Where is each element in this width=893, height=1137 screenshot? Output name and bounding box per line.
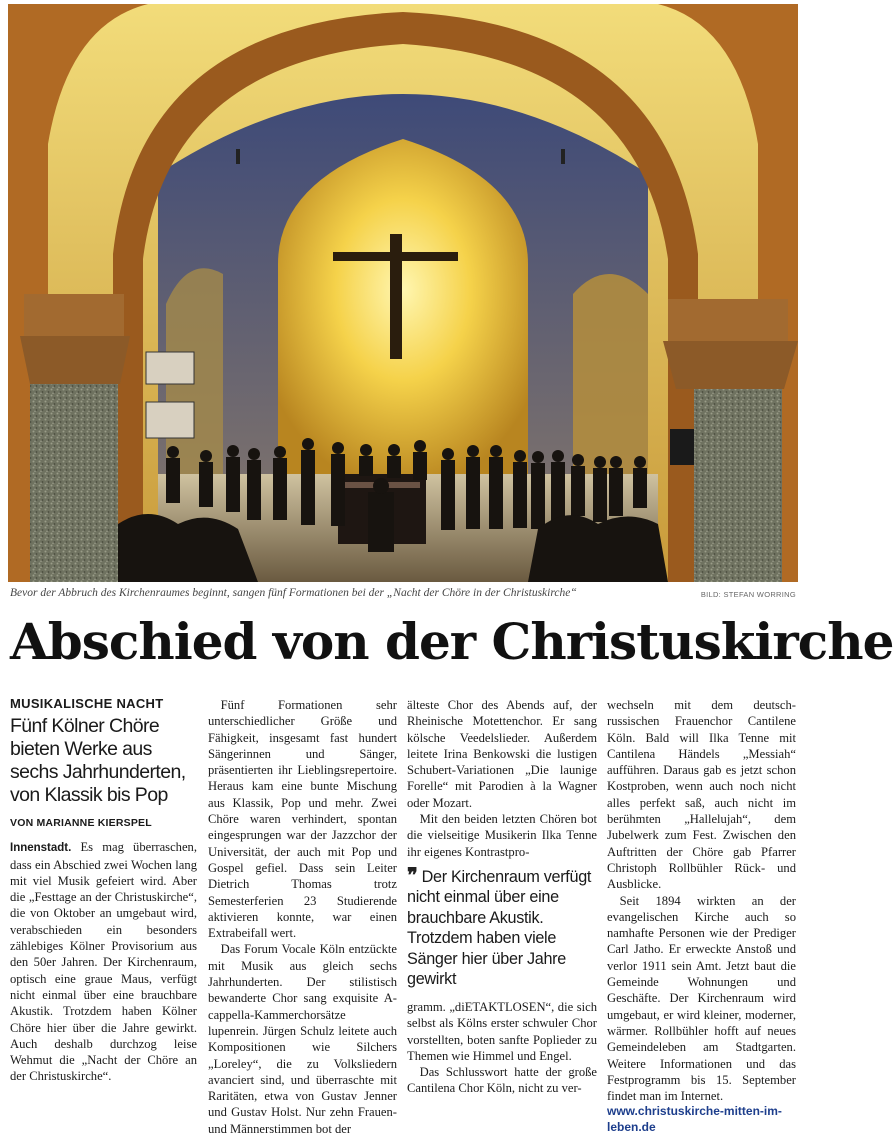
kicker: MUSIKALISCHE NACHT [10, 696, 164, 711]
photo-credit: BILD: STEFAN WORRING [700, 590, 796, 599]
website-link[interactable]: www.christuskirche-mitten-im-leben.de [607, 1104, 782, 1134]
paragraph-text: Es mag überraschen, dass ein Abschied zwei Wochen lang mit viel Musik gefeiert wird. Aber die „Festtage an der Christuskirche“, die von Oktober an umgebaut wird, verabschieden ein besonders zählebiges Kölner Provisorium aus den 50er Jahren. Der Kirchenraum, optisch eine graue Maus, verfügt nicht einmal über eine brauchbare Akustik. Trotzdem haben Kölner Chöre hier über die Jahre gewirkt. Auch deshalb durchzog leise Wehmut die „Nacht der Chöre an der Christuskirche“. [10, 840, 197, 1084]
church-photo [8, 4, 798, 582]
article-paragraph: Seit 1894 wirkten an der evangelischen Kirche auch so namhafte Personen wie der Prediger Carl Jatho. Er erweckte Anstoß und verlor 1911 sein Amt. Jetzt baut die Gemeinde Wohnungen und Geschäfte. Der Kirchenraum wird umgebaut, er wird kleiner, moderner, wärmer. Rollbühler hofft auf neues Gemeindeleben am Stadtgarten. Weitere Informationen und das Festprogramm bis 15. September findet man im Internet. [607, 893, 796, 1104]
column-1 [10, 695, 197, 1085]
quote-mark-icon: ❞ [407, 862, 418, 887]
article-paragraph: Das Schlusswort hatte der große Cantilena Chor Köln, nicht zu ver- [407, 1065, 597, 1096]
article-paragraph: Mit den beiden letzten Chören bot die vielseitige Musikerin Ilka Tenne ihr eigenes Kontrastpro- [407, 812, 597, 859]
column-2 [208, 697, 397, 1137]
article-paragraph: wechseln mit dem deutsch-russischen Frauenchor Cantilene Köln. Bald will Ilka Tenne mit Cantilena Händels „Messiah“ aufführen. Daraus gab es jetzt schon Kostproben, wenn auch noch nicht alles perfekt saß, auch nicht im berühmten „Hallelujah“, dem Jubelwerk zum Fest. Zwischen den Auftritten der Chöre gab Pfarrer Christoph Rollbühler Rück- und Ausblicke. [607, 698, 796, 892]
article-paragraph: gramm. „diETAKTLOSEN“, die sich selbst als Kölns erster schwuler Chor vorstellten, boten sanfte Poplieder zu Themen wie Himmel und Engel. [407, 999, 597, 1063]
article-paragraph: Fünf Formationen sehr unterschiedlicher Größe und Fähigkeit, insgesamt fast hundert Sängerinnen und Sänger, präsentierten ihr Lieblingsrepertoire. Heraus kam eine bunte Mischung aus Klassik, Pop und mehr. Zwei Chöre waren verhindert, spontan eingesprungen war der Jazzchor der Universität, der auch mit Pop und Gospel gefiel. Dass sein Leiter Dietrich Thomas trotz Semesterferien 23 Studierende aktivieren konnte, war einen Extrabeifall wert. [208, 698, 397, 941]
pull-quote-text: Der Kirchenraum verfügt nicht einmal über eine brauchbare Akustik. Trotzdem haben viele Sänger hier über Jahre gewirkt [407, 867, 592, 989]
church-photo-illustration [8, 4, 798, 582]
article-paragraph: Das Forum Vocale Köln entzückte mit Musik aus gleich sechs Jahrhunderten. Der stilistisch bewanderte Chor sang exquisite A-cappella-Kammerchorsätze lupenrein. Jürgen Schulz leitete auch Kompositionen wie Silchers „Loreley“, die zu Volksliedern avanciert sind, und überraschte mit Raritäten, etwa von Gustav Jenner und Gustav Holst. Nur zehn Frauen- und Männerstimmen bot der [208, 942, 397, 1136]
article-paragraph [10, 839, 197, 1084]
column-3 [407, 697, 597, 1097]
column-4 [607, 697, 796, 1135]
subheadline: Fünf Kölner Chöre bieten Werke aus sechs Jahrhunderten, von Klassik bis Pop [10, 715, 186, 806]
dateline: Innenstadt. [10, 842, 72, 855]
article-paragraph: älteste Chor des Abends auf, der Rheinische Motettenchor. Er sang kölsche Veedelslieder. Außerdem leitete Irina Benkowski die lustigen Schubert-Variationen „Die launige Forelle“ mit Parodien à la Wagner oder Mozart. [407, 698, 597, 810]
photo-caption: Bevor der Abbruch des Kirchenraumes beginnt, sangen fünf Formationen bei der „Nacht der Chöre in der Christuskirche“ [10, 587, 577, 599]
article-headline: Abschied von der Christuskirche [10, 612, 893, 671]
byline: VON MARIANNE KIERSPEL [10, 817, 152, 829]
pull-quote [407, 862, 597, 990]
